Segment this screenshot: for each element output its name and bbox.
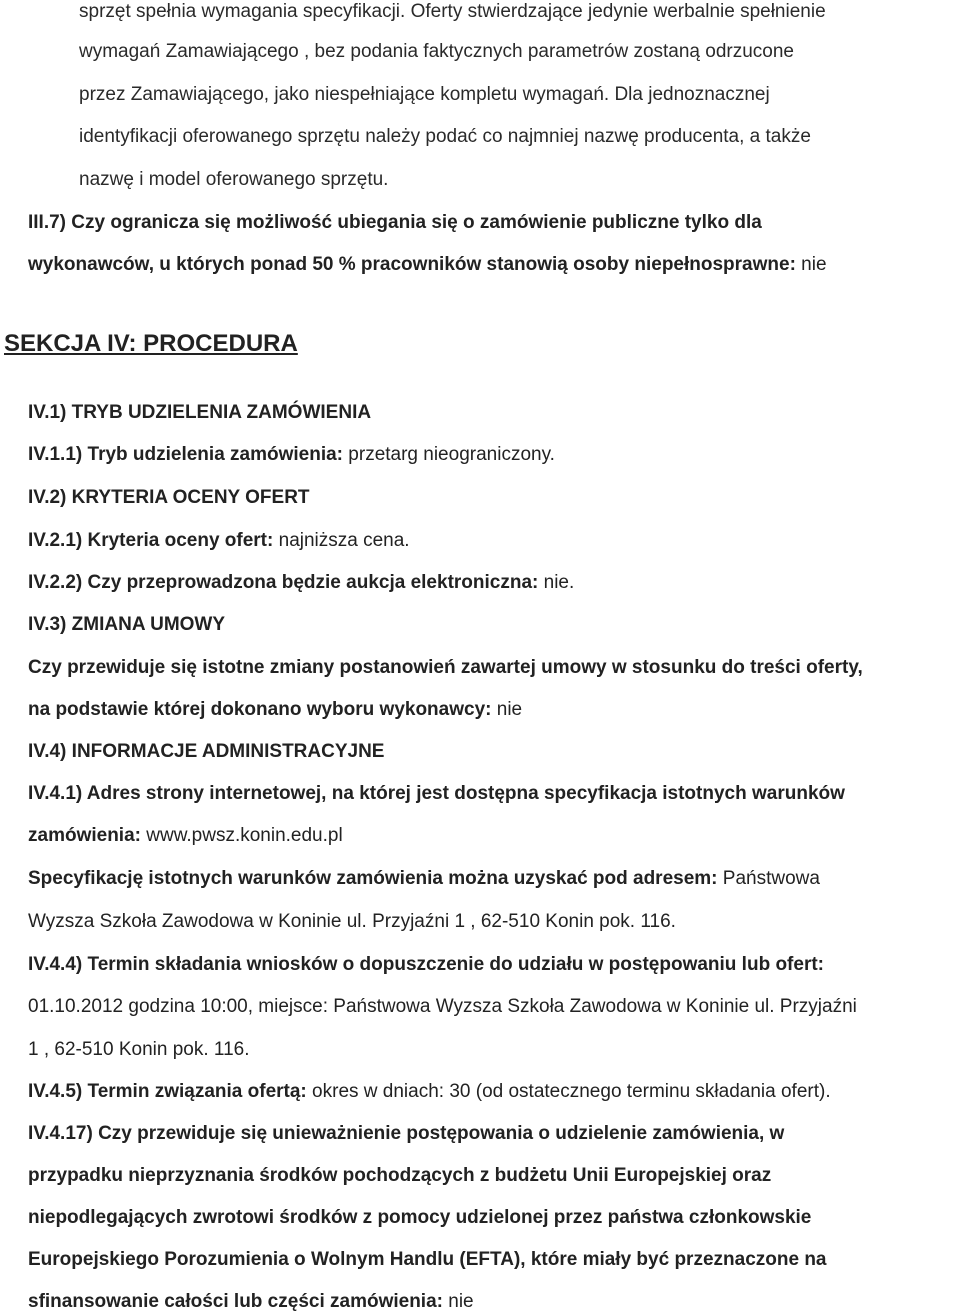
iv2-2-answer: nie. bbox=[538, 572, 575, 593]
iv4-17-line-2: przypadku nieprzyznania środków pochodzących z budżetu Unii Europejskiej oraz bbox=[28, 1165, 772, 1186]
iii7-question-line-1: III.7) Czy ogranicza się możliwość ubiegania się o zamówienie publiczne tylko dla bbox=[28, 212, 762, 233]
intro-line-1: sprzęt spełnia wymagania specyfikacji. Oferty stwierdzające jedynie werbalnie spełnienie bbox=[79, 1, 826, 22]
iv4-4-label: IV.4.4) Termin składania wniosków o dopuszczenie do udziału w postępowaniu lub ofert: bbox=[28, 954, 824, 975]
iv1-1-answer: przetarg nieograniczony. bbox=[343, 444, 555, 465]
iv2-1-row bbox=[28, 529, 410, 553]
iv4-4-answer-2: 1 , 62-510 Konin pok. 116. bbox=[28, 1039, 250, 1060]
spec-address-row bbox=[28, 867, 820, 891]
iv4-1-line-2 bbox=[28, 824, 343, 848]
iv4-4-answer-1: 01.10.2012 godzina 10:00, miejsce: Państwowa Wyzsza Szkoła Zawodowa w Koninie ul. Przyjaźni bbox=[28, 996, 857, 1017]
intro-line-5: nazwę i model oferowanego sprzętu. bbox=[79, 169, 389, 190]
iv2-1-label: IV.2.1) Kryteria oceny ofert: bbox=[28, 530, 274, 551]
iii7-answer: nie bbox=[795, 254, 827, 275]
iv4-1-label: zamówienia: bbox=[28, 825, 141, 846]
iv4-17-line-4: Europejskiego Porozumienia o Wolnym Handlu (EFTA), które miały być przeznaczone na bbox=[28, 1249, 827, 1270]
spec-address-label: Specyfikację istotnych warunków zamówienia można uzyskać pod adresem: bbox=[28, 868, 718, 889]
iv4-5-answer: okres w dniach: 30 (od ostatecznego terminu składania ofert). bbox=[306, 1081, 831, 1102]
iv4-1-line-1: IV.4.1) Adres strony internetowej, na której jest dostępna specyfikacja istotnych warunków bbox=[28, 783, 845, 804]
iv1-1-label: IV.1.1) Tryb udzielenia zamówienia: bbox=[28, 444, 344, 465]
iv2-2-row bbox=[28, 571, 574, 595]
iii7-question-text: wykonawców, u których ponad 50 % pracowników stanowią osoby niepełnosprawne: bbox=[28, 254, 796, 275]
iv1-heading: IV.1) TRYB UDZIELENIA ZAMÓWIENIA bbox=[28, 402, 372, 423]
iv4-17-line-1: IV.4.17) Czy przewiduje się unieważnienie postępowania o udzielenie zamówienia, w bbox=[28, 1123, 785, 1144]
iv2-heading: IV.2) KRYTERIA OCENY OFERT bbox=[28, 487, 310, 508]
iv4-17-label: sfinansowanie całości lub części zamówienia: bbox=[28, 1291, 443, 1312]
intro-line-3: przez Zamawiającego, jako niespełniające kompletu wymagań. Dla jednoznacznej bbox=[79, 84, 770, 105]
iv4-17-line-3: niepodlegających zwrotowi środków z pomocy udzielonej przez państwa członkowskie bbox=[28, 1207, 812, 1228]
iv3-question-line-2 bbox=[28, 698, 522, 722]
iv3-heading: IV.3) ZMIANA UMOWY bbox=[28, 614, 226, 635]
iv4-heading: IV.4) INFORMACJE ADMINISTRACYJNE bbox=[28, 741, 385, 762]
iv4-17-line-5 bbox=[28, 1290, 474, 1314]
spec-address-answer-1: Państwowa bbox=[717, 868, 820, 889]
intro-line-2: wymagań Zamawiającego , bez podania faktycznych parametrów zostaną odrzucone bbox=[79, 41, 794, 62]
iv4-5-label: IV.4.5) Termin związania ofertą: bbox=[28, 1081, 307, 1102]
iv3-question-line-1: Czy przewiduje się istotne zmiany postanowień zawartej umowy w stosunku do treści oferty, bbox=[28, 657, 863, 678]
iv4-5-row bbox=[28, 1080, 831, 1104]
intro-line-4: identyfikacji oferowanego sprzętu należy podać co najmniej nazwę producenta, a także bbox=[79, 126, 811, 147]
spec-address-answer-2: Wyzsza Szkoła Zawodowa w Koninie ul. Przyjaźni 1 , 62-510 Konin pok. 116. bbox=[28, 911, 676, 932]
section-title: SEKCJA IV: PROCEDURA bbox=[4, 330, 298, 357]
iv3-question-text: na podstawie której dokonano wyboru wykonawcy: bbox=[28, 699, 492, 720]
iv4-1-url: www.pwsz.konin.edu.pl bbox=[140, 825, 343, 846]
iv2-1-answer: najniższa cena. bbox=[273, 530, 410, 551]
iii7-question-line-2 bbox=[28, 253, 827, 277]
iv4-17-answer: nie bbox=[442, 1291, 474, 1312]
iv3-answer: nie bbox=[491, 699, 523, 720]
iv1-1-row bbox=[28, 443, 555, 467]
iv2-2-label: IV.2.2) Czy przeprowadzona będzie aukcja elektroniczna: bbox=[28, 572, 539, 593]
